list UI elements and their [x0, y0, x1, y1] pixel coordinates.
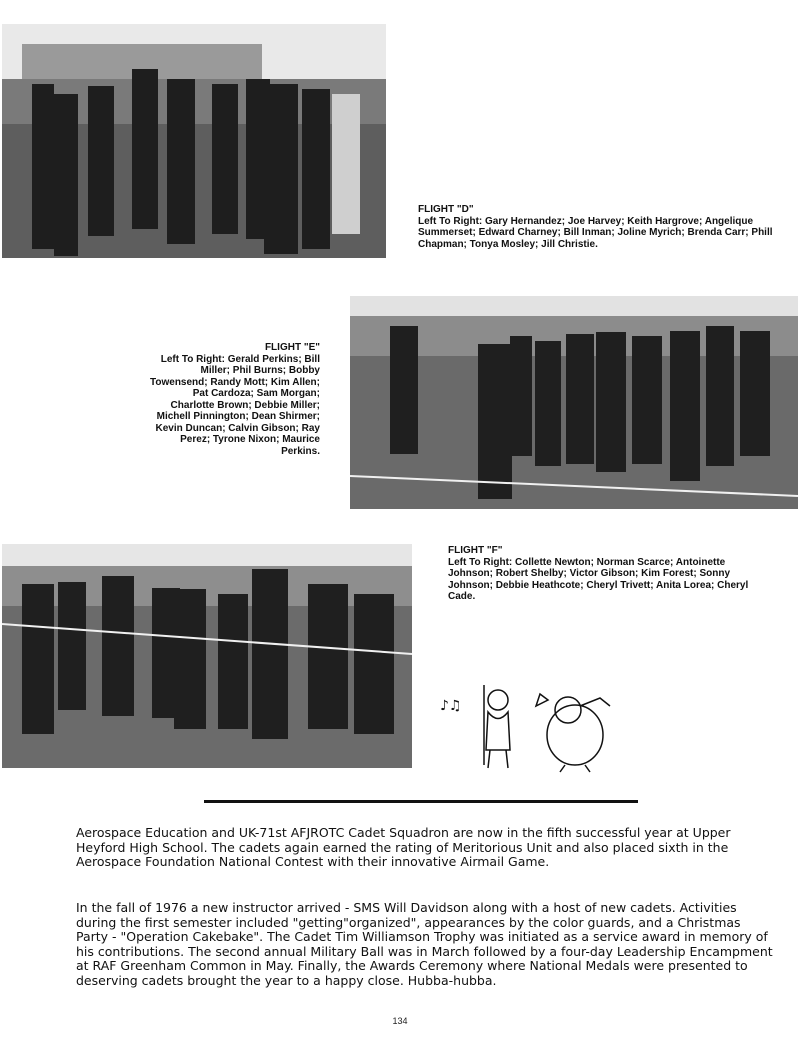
- body-paragraph-2: In the fall of 1976 a new instructor arrived - SMS Will Davidson along with a host of new cadets. Activities during the first semester included "getting"organized", appearances by the color guards, and a Christmas Party - "Operation Cakebake". The Cadet Tim Williamson Trophy was initiated as a service award in memory of his contributions. The second annual Military Ball was in March followed by a four-day Leadership Encampment at RAF Greenham Common in May. Finally, the Awards Ceremony where National Medals were presented to deserving cadets brought the year to a happy close. Hubba-hubba.: [76, 900, 773, 988]
- photo-flight-f: [2, 544, 412, 768]
- photo-flight-d-image: [2, 24, 386, 258]
- cadet-cartoon-illustration: [440, 680, 620, 775]
- caption-flight-e-names: Left To Right: Gerald Perkins; Bill Miller; Phil Burns; Bobby Towensend; Randy Mott; Kim Allen; Pat Cardoza; Sam Morgan; Charlotte Brown; Debbie Miller; Michell Pinnington; Dean Shirmer; Kevin Duncan; Calvin Gibson; Ray Perez; Tyrone Nixon; Maurice Perkins.: [150, 353, 320, 457]
- photo-flight-f-image: [2, 544, 412, 768]
- caption-flight-d-names: Left To Right: Gary Hernandez; Joe Harvey; Keith Hargrove; Angelique Summerset; Edward Charney; Bill Inman; Joline Myrich; Brenda Carr; Phill Chapman; Tonya Mosley; Jill Christie.: [418, 215, 773, 250]
- caption-flight-f-names: Left To Right: Collette Newton; Norman Scarce; Antoinette Johnson; Robert Shelby; Victor Gibson; Kim Forest; Sonny Johnson; Debbie Heathcote; Cheryl Trivett; Anita Lorea; Cheryl Cade.: [448, 556, 749, 602]
- page-number: 134: [392, 1016, 408, 1026]
- section-divider: [204, 800, 638, 803]
- caption-flight-e: [150, 342, 320, 457]
- photo-flight-e: [350, 296, 798, 509]
- caption-flight-d-title: FLIGHT "D": [418, 204, 474, 215]
- caption-flight-e-title: FLIGHT "E": [264, 342, 320, 353]
- photo-flight-d: [2, 24, 386, 258]
- caption-flight-f-title: FLIGHT "F": [448, 545, 503, 556]
- caption-flight-d: [418, 204, 798, 250]
- photo-flight-e-image: [350, 296, 798, 509]
- svg-text:♪♫: ♪♫: [440, 698, 462, 714]
- caption-flight-f: [448, 545, 768, 603]
- body-paragraph-1: Aerospace Education and UK-71st AFJROTC Cadet Squadron are now in the fifth successful year at Upper Heyford High School. The cadets again earned the rating of Meritorious Unit and also placed sixth in the Aerospace Foundation National Contest with their innovative Airmail Game.: [76, 825, 731, 869]
